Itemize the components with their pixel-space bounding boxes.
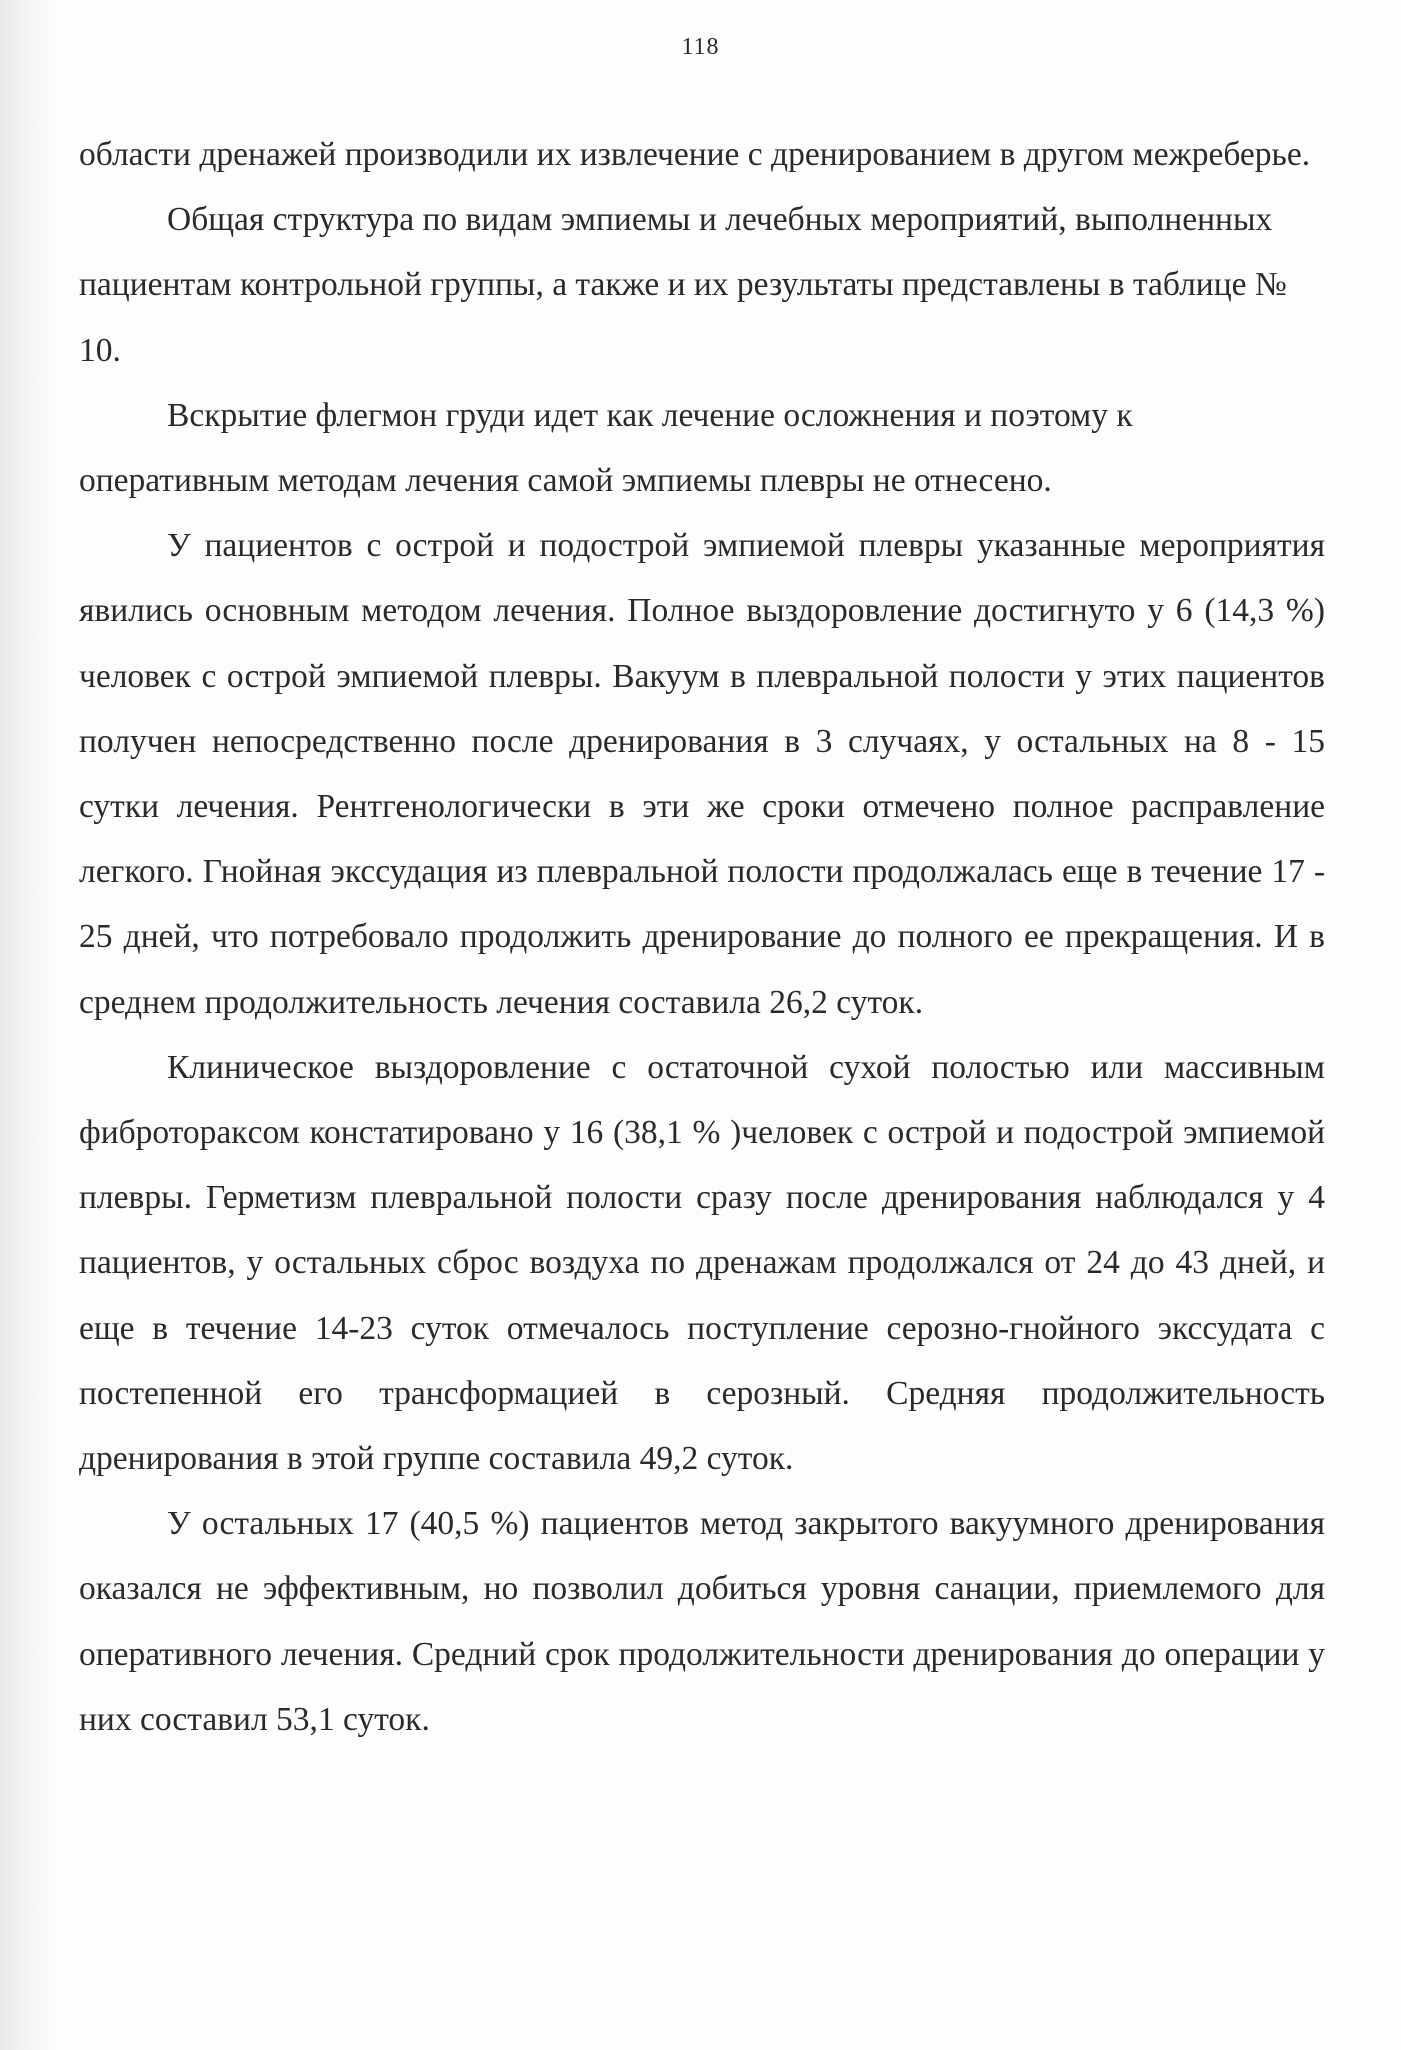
- paragraph-4: У пациентов с острой и подострой эмпиемой плевры указанные мероприятия явились основным методом лечения. Полное выздоровление достигнуто у 6 (14,3 %) человек с острой эмпиемой плевры. Вакуум в плевральной полости у этих пациентов получен непосредственно после дренирования в 3 случаях, у остальных на 8 - 15 сутки лечения. Рентгенологически в эти же сроки отмечено полное расправление легкого. Гнойная экссудация из плевральной полости продолжалась еще в течение 17 - 25 дней, что потребовало продолжить дренирование до полного ее прекращения. И в среднем продолжительность лечения составила 26,2 суток.: [79, 527, 1325, 1021]
- scan-shadow-edge: [0, 0, 55, 2050]
- body-text: [79, 122, 1325, 1752]
- paragraph-5: Клиническое выздоровление с остаточной сухой полостью или массивным фиброторакcом констатировано у 16 (38,1 % )человек с острой и подострой эмпиемой плевры. Герметизм плевральной полости сразу после дренирования наблюдался у 4 пациентов, у остальных сброс воздуха по дренажам продолжался от 24 до 43 дней, и еще в течение 14-23 суток отмечалось поступление серозно-гнойного экссудата с постепенной его трансформацией в серозный. Средняя продолжительность дренирования в этой группе составила 49,2 суток.: [79, 1048, 1325, 1478]
- paragraph-6: У остальных 17 (40,5 %) пациентов метод закрытого вакуумного дренирования оказался не эффективным, но позволил добиться уровня санации, приемлемого для оперативного лечения. Средний срок продолжительности дренирования до операции у них составил 53,1 суток.: [79, 1505, 1325, 1738]
- paragraph-1: области дренажей производили их извлечение с дренированием в другом межреберье.: [79, 136, 1311, 173]
- page-number: 118: [681, 34, 720, 60]
- paragraph-3: Вскрытие флегмон груди идет как лечение осложнения и поэтому к оперативным методам лечения самой эмпиемы плевры не отнесено.: [79, 396, 1133, 500]
- paragraph-2: Общая структура по видам эмпиемы и лечебных мероприятий, выполненных пациентам контрольной группы, а также и их результаты представлены в таблице № 10.: [79, 201, 1287, 369]
